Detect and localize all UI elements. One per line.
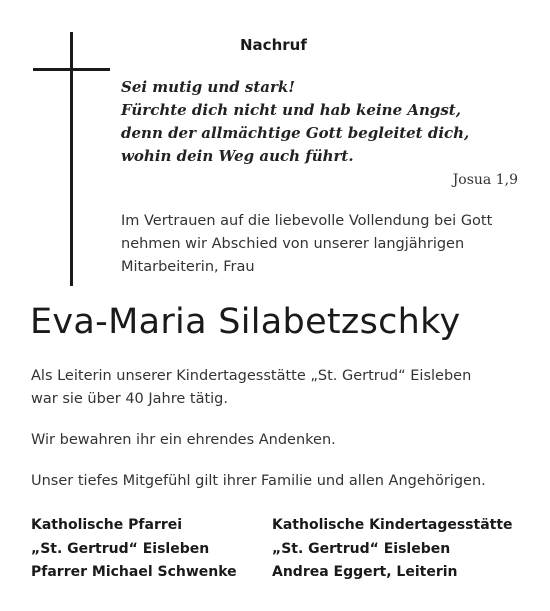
page-title: Nachruf: [240, 36, 307, 54]
signature-line: Pfarrer Michael Schwenke: [31, 564, 237, 580]
intro-line: nehmen wir Abschied von unserer langjährigen: [121, 236, 465, 252]
verse-line: Sei mutig und stark!: [121, 78, 295, 96]
signature-line: „St. Gertrud“ Eisleben: [31, 540, 210, 557]
verse-line: Fürchte dich nicht und hab keine Angst,: [121, 101, 461, 119]
cross-icon-crossbar: [33, 68, 110, 71]
signature-line: Katholische Kindertagesstätte: [272, 517, 513, 533]
signature-daycare: [272, 514, 513, 585]
remembrance-line: Wir bewahren ihr ein ehrendes Andenken.: [31, 432, 336, 448]
bible-verse: [121, 76, 531, 168]
tribute-line: Als Leiterin unserer Kindertagesstätte „St. Gertrud“ Eisleben: [31, 368, 472, 384]
signature-line: „St. Gertrud“ Eisleben: [272, 540, 451, 557]
intro-text: [121, 210, 531, 279]
verse-line: wohin dein Weg auch führt.: [121, 147, 354, 165]
verse-line: denn der allmächtige Gott begleitet dich,: [121, 124, 470, 142]
remembrance-paragraph: [31, 429, 531, 452]
verse-reference: Josua 1,9: [452, 172, 518, 188]
deceased-name: Eva-Maria Silabetzschky: [30, 302, 461, 342]
signature-line: Andrea Eggert, Leiterin: [272, 564, 458, 580]
condolence-line: Unser tiefes Mitgefühl gilt ihrer Familie und allen Angehörigen.: [31, 473, 486, 489]
condolence-paragraph: [31, 470, 531, 493]
tribute-line: war sie über 40 Jahre tätig.: [31, 391, 228, 407]
tribute-paragraph: [31, 365, 531, 411]
intro-line: Mitarbeiterin, Frau: [121, 259, 255, 275]
intro-line: Im Vertrauen auf die liebevolle Vollendung bei Gott: [121, 213, 493, 229]
signature-line: Katholische Pfarrei: [31, 517, 183, 533]
signature-parish: [31, 514, 237, 585]
